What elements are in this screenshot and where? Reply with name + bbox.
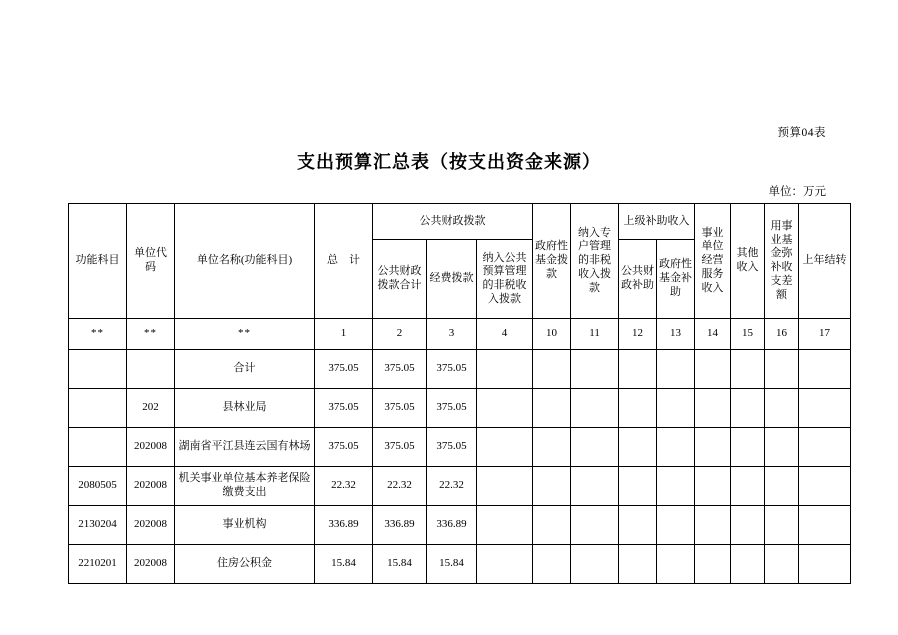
- budget-table: [68, 203, 851, 584]
- cell-operating-allocation: 22.32: [427, 467, 477, 506]
- numrow-unit-name: **: [175, 319, 315, 350]
- th-upper-gov-fund-subsidy: 政府性基金补助: [657, 240, 695, 319]
- th-prior-year-carryover: 上年结转: [799, 204, 851, 319]
- th-public-finance-total: 公共财政拨款合计: [373, 240, 427, 319]
- cell-total: 375.05: [315, 428, 373, 467]
- th-function-subject: 功能科目: [69, 204, 127, 319]
- cell-use-business-fund: [765, 389, 799, 428]
- numrow-function-subject: **: [69, 319, 127, 350]
- cell-prior-year-carryover: [799, 350, 851, 389]
- cell-upper-public-finance-subsidy: [619, 545, 657, 584]
- th-upper-public-finance-subsidy: 公共财政补助: [619, 240, 657, 319]
- numrow-operating-allocation: 3: [427, 319, 477, 350]
- numrow-non-tax-included: 4: [477, 319, 533, 350]
- cell-function-subject: [69, 428, 127, 467]
- cell-gov-fund: [533, 350, 571, 389]
- th-public-finance-group: 公共财政拨款: [373, 204, 533, 240]
- cell-use-business-fund: [765, 506, 799, 545]
- table-header: [69, 204, 851, 319]
- budget-table-container: [68, 203, 847, 584]
- cell-other-income: [731, 428, 765, 467]
- cell-other-income: [731, 389, 765, 428]
- cell-special-account-non-tax: [571, 545, 619, 584]
- cell-gov-fund: [533, 545, 571, 584]
- cell-operating-allocation: 375.05: [427, 428, 477, 467]
- cell-total: 15.84: [315, 545, 373, 584]
- cell-unit-code: 202008: [127, 428, 175, 467]
- cell-business-operating-income: [695, 545, 731, 584]
- table-row: [69, 545, 851, 584]
- cell-upper-gov-fund-subsidy: [657, 506, 695, 545]
- cell-non-tax-included: [477, 389, 533, 428]
- table-row: [69, 350, 851, 389]
- unit-note: 单位：万元: [768, 186, 826, 198]
- table-row: [69, 467, 851, 506]
- numrow-use-business-fund: 16: [765, 319, 799, 350]
- cell-function-subject: 2210201: [69, 545, 127, 584]
- th-special-account-non-tax: 纳入专户管理的非税收入拨款: [571, 204, 619, 319]
- cell-special-account-non-tax: [571, 428, 619, 467]
- numrow-public-finance-total: 2: [373, 319, 427, 350]
- cell-upper-gov-fund-subsidy: [657, 428, 695, 467]
- th-non-tax-included: 纳入公共预算管理的非税收入拨款: [477, 240, 533, 319]
- table-body: [69, 319, 851, 584]
- cell-special-account-non-tax: [571, 389, 619, 428]
- cell-non-tax-included: [477, 350, 533, 389]
- cell-prior-year-carryover: [799, 428, 851, 467]
- cell-business-operating-income: [695, 428, 731, 467]
- cell-prior-year-carryover: [799, 506, 851, 545]
- cell-use-business-fund: [765, 350, 799, 389]
- cell-upper-gov-fund-subsidy: [657, 389, 695, 428]
- cell-other-income: [731, 350, 765, 389]
- cell-public-finance-total: 15.84: [373, 545, 427, 584]
- cell-operating-allocation: 15.84: [427, 545, 477, 584]
- cell-total: 375.05: [315, 389, 373, 428]
- numrow-special-account-non-tax: 11: [571, 319, 619, 350]
- th-business-operating-income: 事业单位经营服务收入: [695, 204, 731, 319]
- cell-prior-year-carryover: [799, 545, 851, 584]
- th-operating-allocation: 经费拨款: [427, 240, 477, 319]
- cell-business-operating-income: [695, 389, 731, 428]
- cell-operating-allocation: 336.89: [427, 506, 477, 545]
- numrow-prior-year-carryover: 17: [799, 319, 851, 350]
- cell-function-subject: 2130204: [69, 506, 127, 545]
- cell-special-account-non-tax: [571, 467, 619, 506]
- cell-prior-year-carryover: [799, 389, 851, 428]
- cell-non-tax-included: [477, 545, 533, 584]
- cell-other-income: [731, 467, 765, 506]
- cell-non-tax-included: [477, 428, 533, 467]
- table-row: [69, 389, 851, 428]
- numrow-total: 1: [315, 319, 373, 350]
- th-other-income: 其他收入: [731, 204, 765, 319]
- cell-function-subject: [69, 389, 127, 428]
- cell-public-finance-total: 375.05: [373, 350, 427, 389]
- cell-gov-fund: [533, 467, 571, 506]
- cell-unit-name: 事业机构: [175, 506, 315, 545]
- cell-upper-gov-fund-subsidy: [657, 545, 695, 584]
- table-row: [69, 428, 851, 467]
- cell-unit-code: 202008: [127, 545, 175, 584]
- numrow-upper-public-finance-subsidy: 12: [619, 319, 657, 350]
- numrow-upper-gov-fund-subsidy: 13: [657, 319, 695, 350]
- cell-upper-gov-fund-subsidy: [657, 467, 695, 506]
- cell-gov-fund: [533, 389, 571, 428]
- column-number-row: [69, 319, 851, 350]
- header-row-1: [69, 204, 851, 240]
- cell-use-business-fund: [765, 545, 799, 584]
- th-use-business-fund: 用事业基金弥补收支差额: [765, 204, 799, 319]
- cell-public-finance-total: 336.89: [373, 506, 427, 545]
- cell-non-tax-included: [477, 506, 533, 545]
- cell-unit-name: 合计: [175, 350, 315, 389]
- table-row: [69, 506, 851, 545]
- cell-public-finance-total: 22.32: [373, 467, 427, 506]
- th-gov-fund: 政府性基金拨款: [533, 204, 571, 319]
- cell-upper-public-finance-subsidy: [619, 467, 657, 506]
- cell-function-subject: [69, 350, 127, 389]
- cell-operating-allocation: 375.05: [427, 350, 477, 389]
- cell-other-income: [731, 545, 765, 584]
- th-unit-code: 单位代码: [127, 204, 175, 319]
- cell-unit-code: 202: [127, 389, 175, 428]
- th-total: 总 计: [315, 204, 373, 319]
- cell-business-operating-income: [695, 506, 731, 545]
- cell-upper-public-finance-subsidy: [619, 389, 657, 428]
- cell-gov-fund: [533, 506, 571, 545]
- cell-upper-public-finance-subsidy: [619, 428, 657, 467]
- cell-business-operating-income: [695, 467, 731, 506]
- cell-unit-code: [127, 350, 175, 389]
- cell-unit-name: 湖南省平江县连云国有林场: [175, 428, 315, 467]
- cell-unit-code: 202008: [127, 467, 175, 506]
- cell-non-tax-included: [477, 467, 533, 506]
- cell-operating-allocation: 375.05: [427, 389, 477, 428]
- th-unit-name: 单位名称(功能科目): [175, 204, 315, 319]
- page-title: 支出预算汇总表（按支出资金来源）: [297, 152, 601, 172]
- cell-unit-name: 机关事业单位基本养老保险缴费支出: [175, 467, 315, 506]
- cell-prior-year-carryover: [799, 467, 851, 506]
- cell-use-business-fund: [765, 467, 799, 506]
- cell-upper-public-finance-subsidy: [619, 350, 657, 389]
- cell-unit-code: 202008: [127, 506, 175, 545]
- cell-unit-name: 住房公积金: [175, 545, 315, 584]
- cell-other-income: [731, 506, 765, 545]
- cell-public-finance-total: 375.05: [373, 428, 427, 467]
- numrow-unit-code: **: [127, 319, 175, 350]
- cell-upper-public-finance-subsidy: [619, 506, 657, 545]
- cell-total: 336.89: [315, 506, 373, 545]
- cell-gov-fund: [533, 428, 571, 467]
- cell-function-subject: 2080505: [69, 467, 127, 506]
- cell-upper-gov-fund-subsidy: [657, 350, 695, 389]
- form-tag: 预算04表: [777, 127, 826, 139]
- cell-total: 22.32: [315, 467, 373, 506]
- numrow-other-income: 15: [731, 319, 765, 350]
- cell-special-account-non-tax: [571, 506, 619, 545]
- cell-special-account-non-tax: [571, 350, 619, 389]
- cell-use-business-fund: [765, 428, 799, 467]
- numrow-gov-fund: 10: [533, 319, 571, 350]
- th-upper-subsidy-group: 上级补助收入: [619, 204, 695, 240]
- cell-public-finance-total: 375.05: [373, 389, 427, 428]
- numrow-business-operating-income: 14: [695, 319, 731, 350]
- cell-business-operating-income: [695, 350, 731, 389]
- cell-total: 375.05: [315, 350, 373, 389]
- cell-unit-name: 县林业局: [175, 389, 315, 428]
